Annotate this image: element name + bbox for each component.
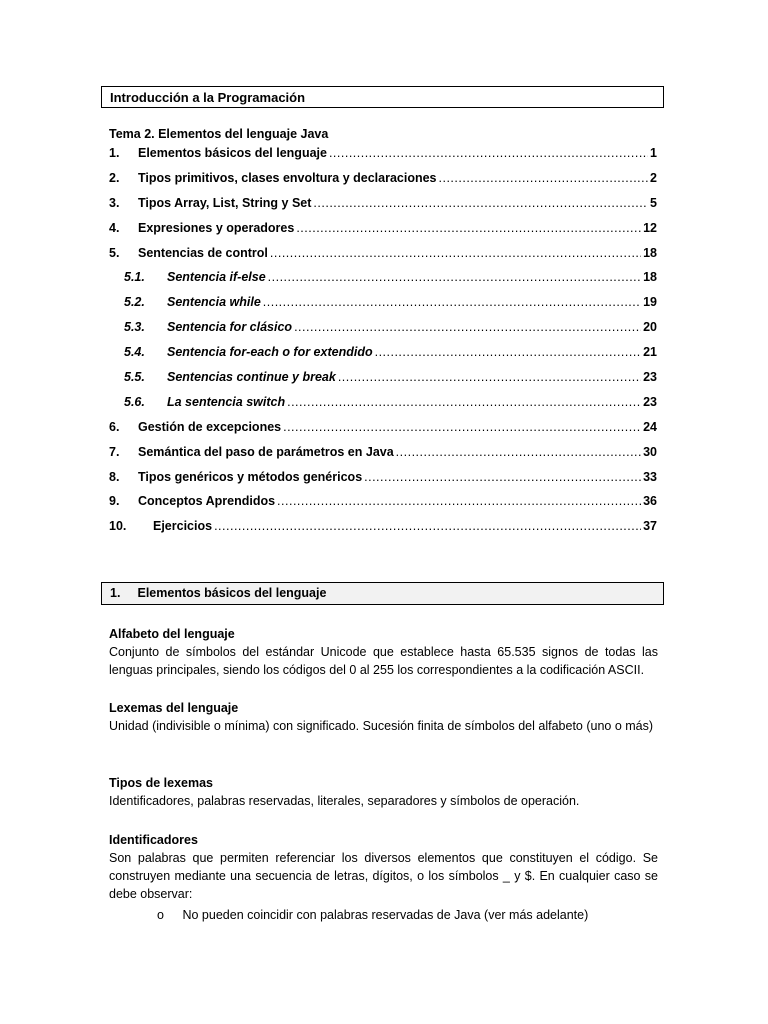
toc-entry-5[interactable]: [109, 246, 657, 271]
toc-leader: [375, 345, 642, 359]
toc-number: 9.: [109, 494, 120, 509]
toc-label: Sentencia while: [167, 295, 261, 310]
toc-label: Ejercicios: [153, 519, 213, 534]
toc-leader: [270, 246, 641, 260]
toc-page: 18: [643, 245, 657, 260]
bullet-mark: o: [157, 908, 164, 922]
toc-entry-5-6[interactable]: [109, 395, 657, 420]
toc-entry-1[interactable]: [109, 146, 657, 171]
toc-label: Sentencias de control: [138, 245, 268, 260]
toc-leader: [439, 171, 649, 185]
toc-entry-5-4[interactable]: [109, 345, 657, 370]
toc-entry-9[interactable]: [109, 494, 657, 519]
toc-number: 6.: [109, 419, 120, 434]
section-number: 1.: [110, 586, 121, 600]
toc-page: 19: [643, 295, 657, 310]
toc-label: Tipos Array, List, String y Set: [138, 195, 312, 210]
toc-number: 5.: [109, 245, 120, 260]
toc-number: 5.5.: [124, 370, 145, 385]
bullet-text: No pueden coincidir con palabras reservadas de Java (ver más adelante): [182, 908, 589, 922]
toc-label: Sentencia for clásico: [167, 320, 293, 335]
toc-page: 1: [650, 146, 657, 160]
tipos-heading: Tipos de lexemas: [109, 776, 213, 790]
identificadores-text: Son palabras que permiten referenciar los diversos elementos que constituyen el código. Se construyen mediante una secuencia de letras, dígitos, o los símbolos _ y $. En cualquier caso se debe observar:: [109, 851, 658, 901]
toc-number: 7.: [109, 444, 120, 459]
toc-entry-8[interactable]: [109, 470, 657, 495]
toc-label: Expresiones y operadores: [138, 220, 295, 235]
toc-label: La sentencia switch: [167, 394, 286, 409]
alfabeto-block: [109, 625, 658, 679]
toc-number: 2.: [109, 170, 120, 185]
bullet-item: [157, 906, 588, 924]
toc-page: 18: [643, 270, 657, 285]
document-title: Introducción a la Programación: [101, 86, 664, 108]
toc-number: 4.: [109, 220, 120, 235]
toc-number: 5.2.: [124, 295, 145, 310]
toc-label: Sentencia if-else: [167, 270, 266, 285]
toc-page: 24: [643, 419, 657, 434]
tipos-block: [109, 774, 658, 810]
toc-entry-10[interactable]: [109, 519, 657, 544]
toc-leader: [277, 494, 641, 508]
toc-page: 36: [643, 494, 657, 509]
toc-leader: [214, 519, 641, 533]
tipos-text: Identificadores, palabras reservadas, literales, separadores y símbolos de operación.: [109, 794, 580, 808]
toc-entry-3[interactable]: [109, 196, 657, 221]
alfabeto-text: Conjunto de símbolos del estándar Unicode que establece hasta 65.535 signos de todas las lenguas principales, siendo los códigos del 0 al 255 los correspondientes a la codificación ASCII.: [109, 645, 658, 677]
toc-page: 20: [643, 320, 657, 335]
toc-number: 10.: [109, 519, 127, 534]
alfabeto-heading: Alfabeto del lenguaje: [109, 627, 235, 641]
toc-page: 12: [643, 220, 657, 235]
table-of-contents: [109, 146, 657, 544]
toc-page: 2: [650, 170, 657, 185]
toc-page: 30: [643, 444, 657, 459]
toc-leader: [296, 221, 641, 235]
toc-entry-5-5[interactable]: [109, 370, 657, 395]
toc-entry-7[interactable]: [109, 445, 657, 470]
toc-label: Gestión de excepciones: [138, 419, 282, 434]
section-title: Elementos básicos del lenguaje: [137, 586, 327, 600]
identificadores-heading: Identificadores: [109, 833, 198, 847]
lexemas-block: [109, 699, 658, 735]
lexemas-heading: Lexemas del lenguaje: [109, 701, 239, 715]
toc-heading: Tema 2. Elementos del lenguaje Java: [109, 127, 329, 141]
toc-number: 5.4.: [124, 345, 145, 360]
toc-label: Conceptos Aprendidos: [138, 494, 276, 509]
toc-label: Sentencia for-each o for extendido: [167, 345, 373, 360]
identificadores-block: [109, 831, 658, 903]
toc-number: 1.: [109, 146, 120, 160]
toc-leader: [364, 470, 641, 484]
toc-leader: [396, 445, 641, 459]
toc-number: 8.: [109, 469, 120, 484]
toc-page: 33: [643, 469, 657, 484]
toc-leader: [329, 146, 648, 160]
toc-number: 5.6.: [124, 394, 145, 409]
toc-label: Tipos primitivos, clases envoltura y declaraciones: [138, 170, 437, 185]
toc-entry-5-1[interactable]: [109, 270, 657, 295]
toc-number: 3.: [109, 195, 120, 210]
toc-label: Semántica del paso de parámetros en Java: [138, 444, 394, 459]
toc-leader: [263, 295, 641, 309]
toc-leader: [287, 395, 641, 409]
toc-page: 5: [650, 195, 657, 210]
lexemas-text: Unidad (indivisible o mínima) con significado. Sucesión finita de símbolos del alfabeto (uno o más): [109, 719, 654, 733]
toc-entry-6[interactable]: [109, 420, 657, 445]
toc-entry-5-2[interactable]: [109, 295, 657, 320]
toc-page: 23: [643, 394, 657, 409]
toc-number: 5.1.: [124, 270, 145, 285]
toc-number: 5.3.: [124, 320, 145, 335]
toc-leader: [338, 370, 641, 384]
toc-label: Tipos genéricos y métodos genéricos: [138, 469, 363, 484]
toc-label: Sentencias continue y break: [167, 370, 336, 385]
toc-entry-5-3[interactable]: [109, 320, 657, 345]
toc-entry-2[interactable]: [109, 171, 657, 196]
toc-page: 23: [643, 370, 657, 385]
toc-leader: [294, 320, 641, 334]
toc-entry-4[interactable]: [109, 221, 657, 246]
toc-page: 21: [643, 345, 657, 360]
toc-label: Elementos básicos del lenguaje: [138, 146, 327, 160]
toc-leader: [283, 420, 641, 434]
toc-page: 37: [643, 519, 657, 534]
section-heading: [101, 582, 664, 605]
toc-leader: [313, 196, 648, 210]
toc-leader: [268, 270, 641, 284]
